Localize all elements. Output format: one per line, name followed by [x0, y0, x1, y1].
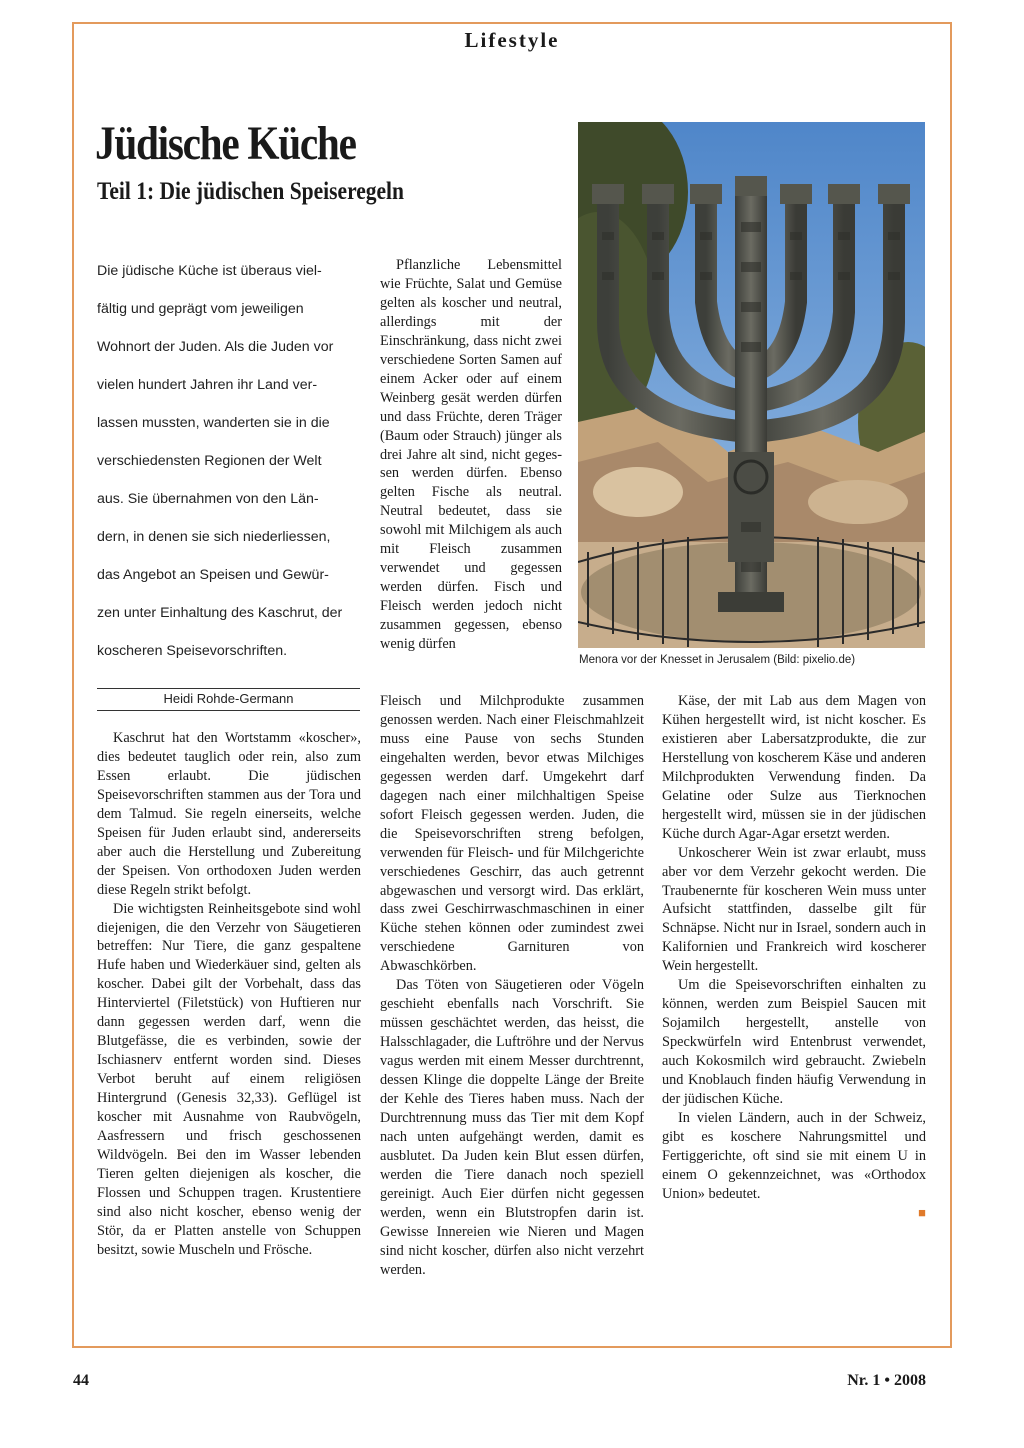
body-paragraph: Kaschrut hat den Wortstamm «koscher», dies bedeutet tauglich oder rein, also zum Essen erlaubt. Die jüdischen Speisevorschriften stammen aus der Tora und dem Talmud. Sie regeln einerseits, welche Speisen für Juden erlaubt sind, andererseits aber auch die Herstellung und Zubereitung der Speisen. Von orthodoxen Juden werden diese Regeln strikt befolgt.: [97, 730, 361, 898]
article-subtitle: Teil 1: Die jüdischen Speiseregeln: [97, 178, 404, 205]
intro-line: aus. Sie übernahmen von den Län-: [97, 491, 319, 507]
body-paragraph: Unkoscherer Wein ist zwar erlaubt, muss aber vor dem Verzehr gekocht werden. Die Traubenernte für koscheren Wein muss unter Aufsicht stattfinden, dasselbe gilt für Schnäpse. Nicht nur in Israel, sondern auch in Kalifornien und Frankreich wird koscherer Wein hergestellt.: [662, 844, 926, 975]
end-mark-icon: ■: [918, 1204, 926, 1220]
body-paragraph: In vielen Ländern, auch in der Schweiz, gibt es koschere Nahrungsmittel und Fertiggerichte, oft sind sie mit einem U in einem O gekennzeichnet, was «Orthodox Union» bedeutet.: [662, 1109, 926, 1202]
intro-line: zen unter Einhaltung des Kaschrut, der: [97, 605, 343, 621]
body-column-3: [662, 692, 926, 1222]
author-rule-top: [97, 688, 360, 689]
intro-line: lassen mussten, wanderten sie in die: [97, 415, 330, 431]
body-column-2-top: [380, 256, 562, 654]
issue-info: Nr. 1 • 2008: [847, 1372, 926, 1389]
intro-line: dern, in denen sie sich niederliessen,: [97, 529, 331, 545]
article-title: Jüdische Küche: [95, 117, 356, 170]
intro-line: koscheren Speisevorschriften.: [97, 643, 288, 659]
body-paragraph: Käse, der mit Lab aus dem Magen von Kühen hergestellt wird, ist nicht koscher. Es existieren aber Labersatzprodukte, die zur Herstellung von koscherem Käse und anderen Milchprodukten Verwendung finden. Da Gelatine oder Sulze aus Tierknochen hergestellt wird, müssen sie in der jüdischen Küche durch Agar-Agar ersetzt werden.: [662, 693, 926, 842]
body-column-2-bottom: [380, 692, 644, 1280]
intro-line: das Angebot an Speisen und Gewür-: [97, 567, 329, 583]
author-rule-bottom: [97, 710, 360, 711]
body-paragraph: Fleisch und Milchprodukte zusammen genossen werden. Nach einer Fleischmahlzeit muss eine Pause von sechs Stunden eingehalten werden, bevor etwas Milchiges gegessen werden darf. Umgekehrt darf dagegen nach einer milchhaltigen Speise sofort Fleisch gegessen werden. Juden, die die Speisevorschriften streng befolgen, verwenden für Fleisch- und für Milchgerichte verschiedenes Geschirr, das auch getrennt abgewaschen und versorgt wird. Das erklärt, dass zwei Geschirrwaschmaschinen in einer Küche stehen können oder zumindest zwei verschiedene Garnituren von Abwaschkörben.: [380, 693, 644, 975]
intro-line: vielen hundert Jahren ihr Land ver-: [97, 377, 318, 393]
section-label: Lifestyle: [464, 28, 560, 52]
photo-caption: Menora vor der Knesset in Jerusalem (Bild: pixelio.de): [579, 654, 856, 666]
body-column-1: [97, 729, 361, 1260]
body-paragraph: Das Töten von Säugetieren oder Vögeln geschieht ebenfalls nach Vorschrift. Sie müssen geschächtet werden, das heisst, die Halsschlagader, die Luftröhre und der Nervus vagus werden mit einem Messer durchtrennt, dessen Klinge die doppelte Länge der Breite der Kehle des Tieres haben muss. Nach der Durchtrennung muss das Tier mit dem Kopf nach unten aufgehängt werden, damit es ausblutet. Da Juden kein Blut essen dürfen, werden die Tiere danach noch speziell gereinigt. Auch Eier dürfen nicht gegessen werden, wenn ein Blutstropfen darin ist. Gewisse Innereien wie Nieren und Magen sind nicht koscher, dürfen also nicht verzehrt werden.: [380, 977, 644, 1278]
intro-line: fältig und geprägt vom jeweiligen: [97, 301, 304, 317]
author-byline: Heidi Rohde-Germann: [163, 691, 294, 706]
body-paragraph: Die wichtigsten Reinheitsgebote sind wohl diejenigen, die den Verzehr von Säugetieren betreffen: Nur Tiere, die ganz gespaltene Hufe haben und Wiederkäuer sind, gelten als koscher. Dabei gilt der Vorbehalt, dass das Hinterviertel (Filetstück) von Huftieren nur dann gegessen werden darf, wenn die Blutgefässe, die es verbinden, sowie der Ischiasnerv entfernt worden sind. Dieses Verbot beruht auf einem religiösen Hintergrund (Genesis 32,33). Geflügel ist koscher mit Ausnahme von Raubvögeln, Aasfressern und frisch geschossenen Wildvögeln. Bei den im Wasser lebenden Tieren gelten diejenigen als koscher, die Flossen und Schuppen tragen. Krustentiere sind also nicht koscher, ebenso wenig der Stör, da er Platten anstelle von Schuppen besitzt, sowie Muscheln und Frösche.: [97, 900, 361, 1258]
intro-line: Wohnort der Juden. Als die Juden vor: [97, 339, 334, 355]
menorah-photo: [578, 122, 925, 648]
body-paragraph: Pflanzliche Lebensmittel wie Früchte, Salat und Gemüse gelten als koscher und neutral, allerdings mit der Einschränkung, dass nicht zwei verschiedene Sorten Samen auf einem Acker oder auf einem Weinberg gesät werden dürfen und dass Früchte, deren Träger (Baum oder Strauch) jünger als drei Jahre alt sind, nicht gegessen werden dürfen. Ebenso gelten Fische als neutral. Neutral bedeutet, dass sie sowohl mit Milchigem als auch mit Fleisch zusammen verwendet und gegessen werden dürfen. Fisch und Fleisch werden jedoch nicht zusammen gegessen, ebenso wenig dürfen: [380, 257, 562, 653]
body-paragraph: Um die Speisevorschriften einhalten zu können, werden zum Beispiel Saucen mit Sojamilch hergestellt, anstelle von Speckwürfeln wird Entenbrust verwendet, auch Kokosmilch wird gebraucht. Zwiebeln und Knoblauch finden häufig Verwendung in der jüdischen Küche.: [662, 977, 926, 1108]
intro-text: [97, 252, 365, 670]
page-number: 44: [73, 1372, 89, 1389]
intro-line: Die jüdische Küche ist überaus viel-: [97, 263, 322, 279]
intro-line: verschiedensten Regionen der Welt: [97, 453, 322, 469]
